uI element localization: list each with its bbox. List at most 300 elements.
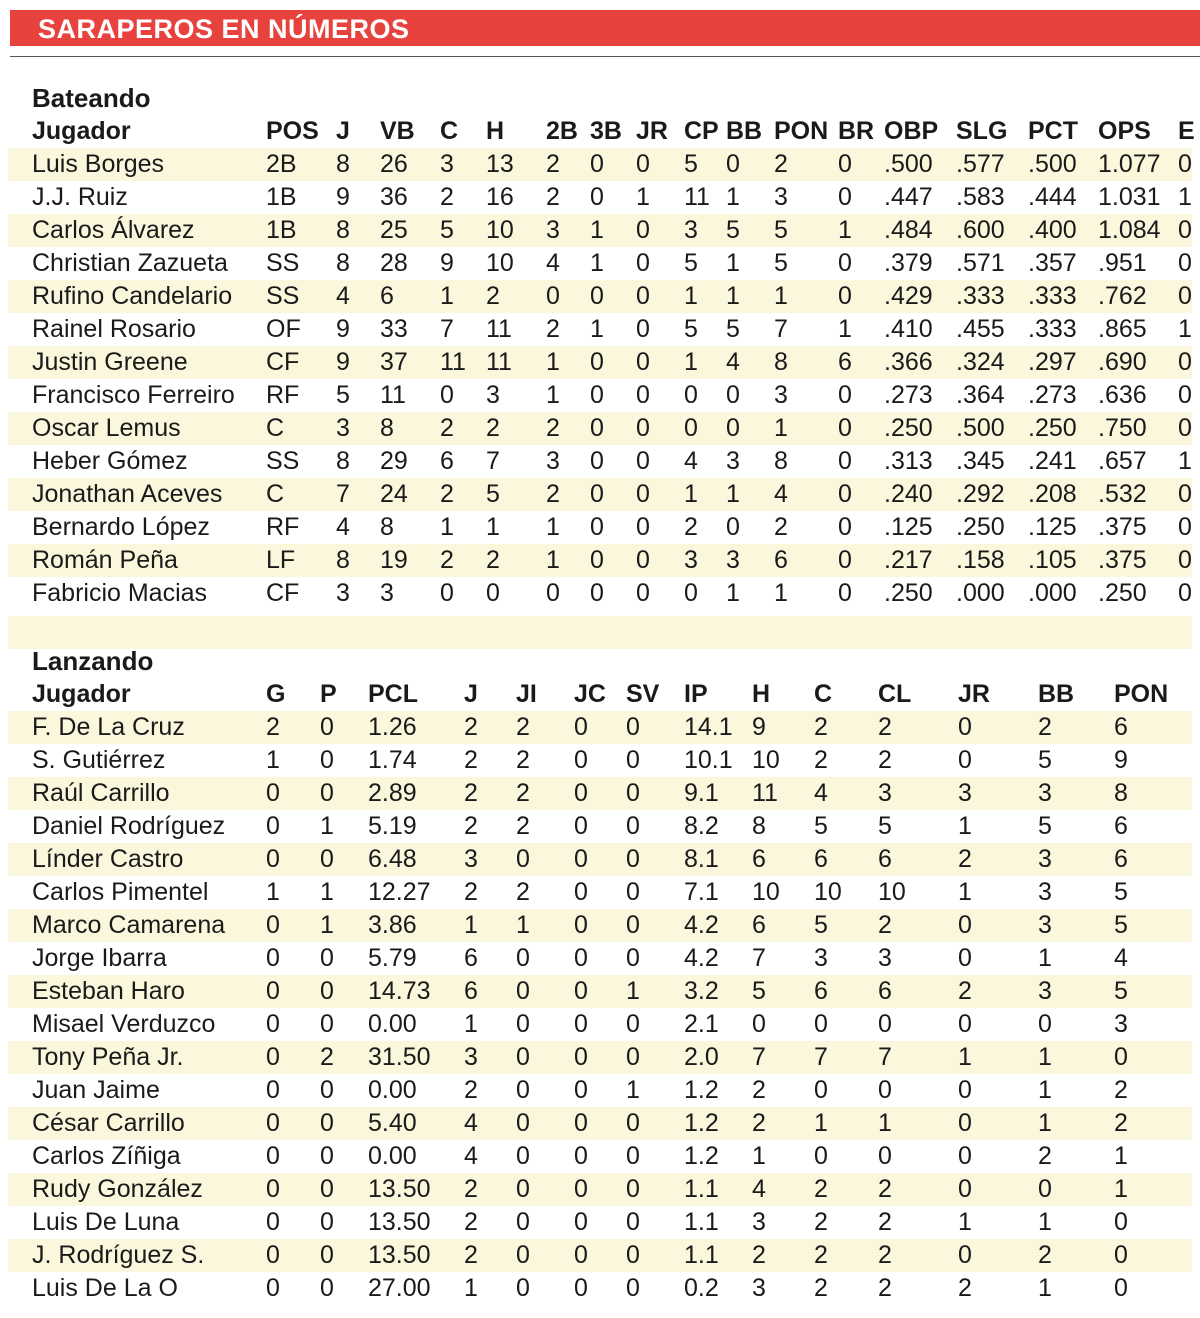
table-cell: 1	[590, 249, 604, 277]
table-cell: 0	[574, 1274, 588, 1302]
table-cell: .333	[956, 282, 1005, 310]
table-cell: Luis Borges	[32, 150, 165, 178]
table-cell: 0	[320, 944, 334, 972]
table-cell: 0	[516, 944, 530, 972]
table-cell: 5	[814, 911, 828, 939]
table-cell: 2	[546, 183, 560, 211]
table-cell: 1	[752, 1142, 766, 1170]
table-cell: 2	[752, 1076, 766, 1104]
table-cell: .410	[884, 315, 933, 343]
table-cell: 5	[1038, 812, 1052, 840]
table-cell: 5	[684, 249, 698, 277]
table-cell: 4	[684, 447, 698, 475]
table-cell: 0	[320, 1010, 334, 1038]
table-cell: .500	[1028, 150, 1077, 178]
table-cell: 3	[878, 944, 892, 972]
table-cell: .125	[884, 513, 933, 541]
table-cell: 6	[878, 977, 892, 1005]
table-cell: 1	[1114, 1142, 1128, 1170]
table-cell: 2	[752, 1109, 766, 1137]
table-cell: 1	[516, 911, 530, 939]
table-cell: 2	[814, 746, 828, 774]
table-cell: 2	[546, 414, 560, 442]
table-cell: 2	[814, 713, 828, 741]
table-cell: .333	[1028, 315, 1077, 343]
table-cell: 2	[516, 713, 530, 741]
table-cell: 6.48	[368, 845, 417, 873]
table-cell: 1	[1038, 1109, 1052, 1137]
table-cell: 3	[726, 546, 740, 574]
table-cell: 1	[464, 1010, 478, 1038]
table-cell: 4	[814, 779, 828, 807]
table-cell: 10	[814, 878, 842, 906]
table-cell: 5	[336, 381, 350, 409]
table-cell: 3	[546, 216, 560, 244]
table-cell: .484	[884, 216, 933, 244]
table-cell: 0	[1178, 513, 1192, 541]
table-cell: 0.00	[368, 1010, 417, 1038]
table-cell: 0	[838, 447, 852, 475]
table-cell: 2	[878, 1208, 892, 1236]
table-cell: 1B	[266, 216, 297, 244]
table-cell: 1.2	[684, 1076, 719, 1104]
table-cell: 0	[266, 1241, 280, 1269]
table-cell: 0	[636, 513, 650, 541]
table-cell: César Carrillo	[32, 1109, 185, 1137]
table-row	[8, 1074, 1192, 1107]
table-cell: 0	[516, 1010, 530, 1038]
column-header-p: P	[320, 680, 337, 708]
table-row	[8, 711, 1192, 744]
table-cell: 0	[838, 513, 852, 541]
table-cell: 0	[626, 1142, 640, 1170]
table-cell: 29	[380, 447, 408, 475]
table-cell: 0	[266, 977, 280, 1005]
table-cell: 1	[1038, 1208, 1052, 1236]
table-cell: .600	[956, 216, 1005, 244]
table-cell: Heber Gómez	[32, 447, 188, 475]
table-cell: 0	[266, 911, 280, 939]
table-cell: 0	[440, 579, 454, 607]
table-cell: 2	[546, 150, 560, 178]
table-cell: 1	[464, 1274, 478, 1302]
table-cell: 2	[464, 878, 478, 906]
table-cell: 8	[1114, 779, 1128, 807]
table-cell: 0	[958, 1241, 972, 1269]
table-cell: 8.2	[684, 812, 719, 840]
table-cell: 0	[590, 513, 604, 541]
table-cell: 31.50	[368, 1043, 431, 1071]
table-cell: 0	[626, 878, 640, 906]
batting-section-title: Bateando	[32, 83, 151, 113]
table-cell: 5	[1114, 878, 1128, 906]
table-cell: 2	[464, 779, 478, 807]
table-cell: 0	[546, 579, 560, 607]
table-cell: 0	[590, 381, 604, 409]
table-cell: 2	[440, 480, 454, 508]
table-cell: 0	[516, 1274, 530, 1302]
table-row	[8, 148, 1192, 181]
table-cell: SS	[266, 282, 300, 310]
column-header-c: C	[814, 680, 833, 708]
table-cell: SS	[266, 447, 300, 475]
table-cell: 1	[1114, 1175, 1128, 1203]
table-cell: Línder Castro	[32, 845, 184, 873]
table-cell: 5	[684, 315, 698, 343]
table-cell: .750	[1098, 414, 1147, 442]
table-cell: .273	[884, 381, 933, 409]
column-header-ip: IP	[684, 680, 708, 708]
table-separator	[8, 616, 1192, 649]
table-cell: .240	[884, 480, 933, 508]
table-cell: 6	[774, 546, 788, 574]
table-cell: .000	[956, 579, 1005, 607]
table-row	[8, 280, 1192, 313]
table-cell: 6	[380, 282, 394, 310]
divider-line	[10, 56, 1200, 57]
table-cell: .297	[1028, 348, 1077, 376]
table-cell: 0	[574, 1175, 588, 1203]
table-cell: 1	[546, 348, 560, 376]
table-cell: 8.1	[684, 845, 719, 873]
table-cell: 0	[1178, 150, 1192, 178]
table-cell: 0	[320, 1109, 334, 1137]
table-cell: 10	[486, 216, 514, 244]
table-cell: 4	[1114, 944, 1128, 972]
table-row	[8, 975, 1192, 1008]
table-cell: 0	[320, 1274, 334, 1302]
table-cell: 0	[516, 1175, 530, 1203]
table-cell: 0	[320, 779, 334, 807]
table-cell: 2	[546, 480, 560, 508]
table-cell: 1.1	[684, 1175, 719, 1203]
table-cell: 2B	[266, 150, 297, 178]
table-row	[8, 1239, 1192, 1272]
table-cell: 3	[814, 944, 828, 972]
table-cell: 0	[636, 150, 650, 178]
table-cell: 3	[774, 183, 788, 211]
table-cell: 0	[752, 1010, 766, 1038]
table-cell: 0	[590, 546, 604, 574]
table-cell: 11	[380, 381, 406, 409]
table-cell: 1.1	[684, 1208, 719, 1236]
table-cell: 14.1	[684, 713, 733, 741]
table-cell: 0	[266, 812, 280, 840]
table-cell: C	[266, 414, 285, 442]
table-cell: 7	[752, 1043, 766, 1071]
table-cell: 2	[464, 1175, 478, 1203]
table-cell: 0	[726, 150, 740, 178]
table-cell: 13.50	[368, 1241, 431, 1269]
table-row	[8, 1140, 1192, 1173]
table-cell: 2	[464, 1241, 478, 1269]
table-cell: .345	[956, 447, 1005, 475]
table-cell: 8	[380, 414, 394, 442]
table-cell: 8	[336, 216, 350, 244]
table-cell: 0	[626, 713, 640, 741]
table-cell: 0	[726, 414, 740, 442]
column-header-e: E	[1178, 117, 1195, 145]
table-cell: RF	[266, 513, 300, 541]
table-cell: C	[266, 480, 285, 508]
table-cell: 1	[320, 911, 334, 939]
table-cell: 6	[1114, 713, 1128, 741]
table-cell: 0	[320, 1241, 334, 1269]
table-cell: 0	[1178, 282, 1192, 310]
table-cell: 3	[752, 1208, 766, 1236]
table-cell: 0	[1114, 1208, 1128, 1236]
table-cell: 8	[336, 546, 350, 574]
pitching-header-row	[8, 678, 1192, 711]
table-cell: 7.1	[684, 878, 719, 906]
table-cell: 6	[814, 977, 828, 1005]
table-cell: 6	[814, 845, 828, 873]
table-cell: 0	[320, 746, 334, 774]
table-cell: 0	[1038, 1175, 1052, 1203]
table-cell: 2	[516, 779, 530, 807]
table-cell: 1	[266, 746, 280, 774]
table-cell: 0	[574, 944, 588, 972]
table-cell: Rufino Candelario	[32, 282, 233, 310]
table-cell: 2.89	[368, 779, 417, 807]
table-cell: 0	[684, 414, 698, 442]
table-cell: 0	[626, 1208, 640, 1236]
table-cell: 0	[574, 1142, 588, 1170]
table-cell: 1	[626, 977, 640, 1005]
table-cell: 5	[1114, 977, 1128, 1005]
table-cell: 0	[486, 579, 500, 607]
table-cell: 6	[878, 845, 892, 873]
table-row	[8, 214, 1192, 247]
table-cell: 0	[574, 1241, 588, 1269]
table-cell: S. Gutiérrez	[32, 746, 166, 774]
table-cell: 0	[440, 381, 454, 409]
table-cell: 1	[726, 183, 740, 211]
table-cell: 8	[336, 249, 350, 277]
table-cell: 7	[752, 944, 766, 972]
table-cell: 8	[336, 447, 350, 475]
table-cell: 2	[1038, 713, 1052, 741]
table-cell: .762	[1098, 282, 1147, 310]
table-cell: 4.2	[684, 911, 719, 939]
table-cell: 0	[590, 447, 604, 475]
table-cell: 0	[878, 1076, 892, 1104]
table-cell: 4	[546, 249, 560, 277]
column-header-jr: JR	[636, 117, 668, 145]
table-cell: .951	[1098, 249, 1147, 277]
table-cell: 4.2	[684, 944, 719, 972]
table-cell: 0	[1178, 546, 1192, 574]
column-header-h: H	[752, 680, 771, 708]
table-cell: 27.00	[368, 1274, 431, 1302]
table-cell: 0	[574, 1109, 588, 1137]
table-cell: 7	[774, 315, 788, 343]
table-cell: .444	[1028, 183, 1077, 211]
table-row	[8, 1008, 1192, 1041]
table-cell: .250	[1028, 414, 1077, 442]
table-cell: .333	[1028, 282, 1077, 310]
table-cell: 3	[440, 150, 454, 178]
table-cell: 1	[726, 249, 740, 277]
table-cell: Luis De La O	[32, 1274, 178, 1302]
table-cell: Christian Zazueta	[32, 249, 228, 277]
column-header-jugador: Jugador	[32, 117, 131, 145]
table-cell: 0	[516, 1109, 530, 1137]
table-cell: 0	[958, 746, 972, 774]
table-cell: 1.74	[368, 746, 417, 774]
table-cell: Fabricio Macias	[32, 579, 208, 607]
table-cell: .250	[884, 579, 933, 607]
table-cell: 0	[320, 1076, 334, 1104]
pitching-section-title: Lanzando	[32, 646, 154, 676]
table-cell: 0	[958, 1175, 972, 1203]
table-cell: 2	[440, 183, 454, 211]
table-cell: 2	[814, 1241, 828, 1269]
table-cell: Jorge Ibarra	[32, 944, 167, 972]
table-cell: 0	[266, 1109, 280, 1137]
table-cell: 0	[1038, 1010, 1052, 1038]
table-cell: 0	[636, 315, 650, 343]
table-cell: 0	[516, 1043, 530, 1071]
table-cell: .690	[1098, 348, 1147, 376]
table-cell: 2	[1038, 1142, 1052, 1170]
table-cell: 0	[626, 1043, 640, 1071]
table-row	[8, 1206, 1192, 1239]
table-cell: 0	[626, 845, 640, 873]
table-cell: 6	[464, 977, 478, 1005]
table-cell: 0	[838, 546, 852, 574]
column-header-c: C	[440, 117, 459, 145]
table-cell: 0	[636, 546, 650, 574]
table-cell: 2	[878, 911, 892, 939]
table-cell: 0	[814, 1010, 828, 1038]
table-cell: 6	[1114, 812, 1128, 840]
table-cell: 3	[752, 1274, 766, 1302]
table-row	[8, 313, 1192, 346]
table-cell: 0	[838, 381, 852, 409]
table-cell: 3.2	[684, 977, 719, 1005]
table-cell: Rudy González	[32, 1175, 203, 1203]
table-cell: 0	[1178, 249, 1192, 277]
table-cell: 24	[380, 480, 408, 508]
table-cell: 2	[516, 812, 530, 840]
table-cell: 0	[590, 348, 604, 376]
table-cell: 0	[574, 713, 588, 741]
table-cell: 6	[440, 447, 454, 475]
table-cell: 2	[878, 1241, 892, 1269]
table-cell: OF	[266, 315, 301, 343]
column-header-jugador: Jugador	[32, 680, 131, 708]
table-cell: 0	[266, 1076, 280, 1104]
table-cell: 36	[380, 183, 408, 211]
column-header-ops: OPS	[1098, 117, 1151, 145]
table-row	[8, 379, 1192, 412]
table-cell: 1B	[266, 183, 297, 211]
table-cell: 0	[838, 414, 852, 442]
table-cell: 0	[266, 1274, 280, 1302]
table-cell: 1	[1178, 447, 1192, 475]
table-cell: 0	[590, 282, 604, 310]
table-cell: 0	[838, 579, 852, 607]
table-cell: 2	[774, 150, 788, 178]
table-cell: Justin Greene	[32, 348, 188, 376]
table-cell: 13.50	[368, 1175, 431, 1203]
table-cell: Luis De Luna	[32, 1208, 180, 1236]
table-cell: J. Rodríguez S.	[32, 1241, 205, 1269]
table-cell: Carlos Pimentel	[32, 878, 209, 906]
table-cell: 0	[320, 845, 334, 873]
table-cell: 2	[684, 513, 698, 541]
table-cell: SS	[266, 249, 300, 277]
table-cell: 2	[464, 1076, 478, 1104]
table-cell: 2	[814, 1208, 828, 1236]
table-cell: 1	[684, 282, 698, 310]
table-cell: Oscar Lemus	[32, 414, 181, 442]
table-cell: 0	[320, 977, 334, 1005]
table-cell: 2	[774, 513, 788, 541]
table-cell: 11	[752, 779, 778, 807]
table-cell: 0	[516, 1241, 530, 1269]
table-cell: 0	[516, 977, 530, 1005]
table-cell: 2	[958, 977, 972, 1005]
table-cell: 0	[636, 282, 650, 310]
table-cell: 8	[752, 812, 766, 840]
table-cell: 1.031	[1098, 183, 1161, 211]
table-cell: 2	[440, 546, 454, 574]
table-cell: 3	[774, 381, 788, 409]
table-cell: 5	[814, 812, 828, 840]
table-cell: .250	[956, 513, 1005, 541]
table-cell: 2	[1114, 1076, 1128, 1104]
table-cell: 1	[774, 282, 788, 310]
table-cell: 1	[878, 1109, 892, 1137]
table-cell: 1	[684, 348, 698, 376]
table-cell: 5	[774, 249, 788, 277]
table-cell: 1	[590, 216, 604, 244]
column-header-2b: 2B	[546, 117, 578, 145]
table-cell: 0	[626, 812, 640, 840]
column-header-pon: PON	[1114, 680, 1169, 708]
column-header-bb: BB	[726, 117, 763, 145]
table-cell: 0	[626, 779, 640, 807]
table-cell: 0	[590, 150, 604, 178]
table-cell: 1	[958, 1208, 972, 1236]
table-row	[8, 1173, 1192, 1206]
table-cell: 0	[958, 1109, 972, 1137]
table-cell: 0	[814, 1076, 828, 1104]
table-cell: .273	[1028, 381, 1077, 409]
table-row	[8, 744, 1192, 777]
table-cell: 3	[684, 216, 698, 244]
table-cell: 4	[336, 282, 350, 310]
table-cell: 0	[878, 1010, 892, 1038]
table-cell: 5	[684, 150, 698, 178]
table-cell: 9	[1114, 746, 1128, 774]
table-cell: 1	[1178, 315, 1192, 343]
column-header-bb: BB	[1038, 680, 1075, 708]
table-cell: 33	[380, 315, 408, 343]
column-header-pcl: PCL	[368, 680, 418, 708]
column-header-jr: JR	[958, 680, 990, 708]
table-cell: 9	[440, 249, 454, 277]
table-cell: 0	[574, 1043, 588, 1071]
table-cell: 2	[486, 414, 500, 442]
table-cell: 0	[320, 1208, 334, 1236]
table-cell: 0	[626, 1241, 640, 1269]
table-cell: 2	[516, 746, 530, 774]
table-cell: 9	[336, 348, 350, 376]
table-cell: 3	[1038, 878, 1052, 906]
